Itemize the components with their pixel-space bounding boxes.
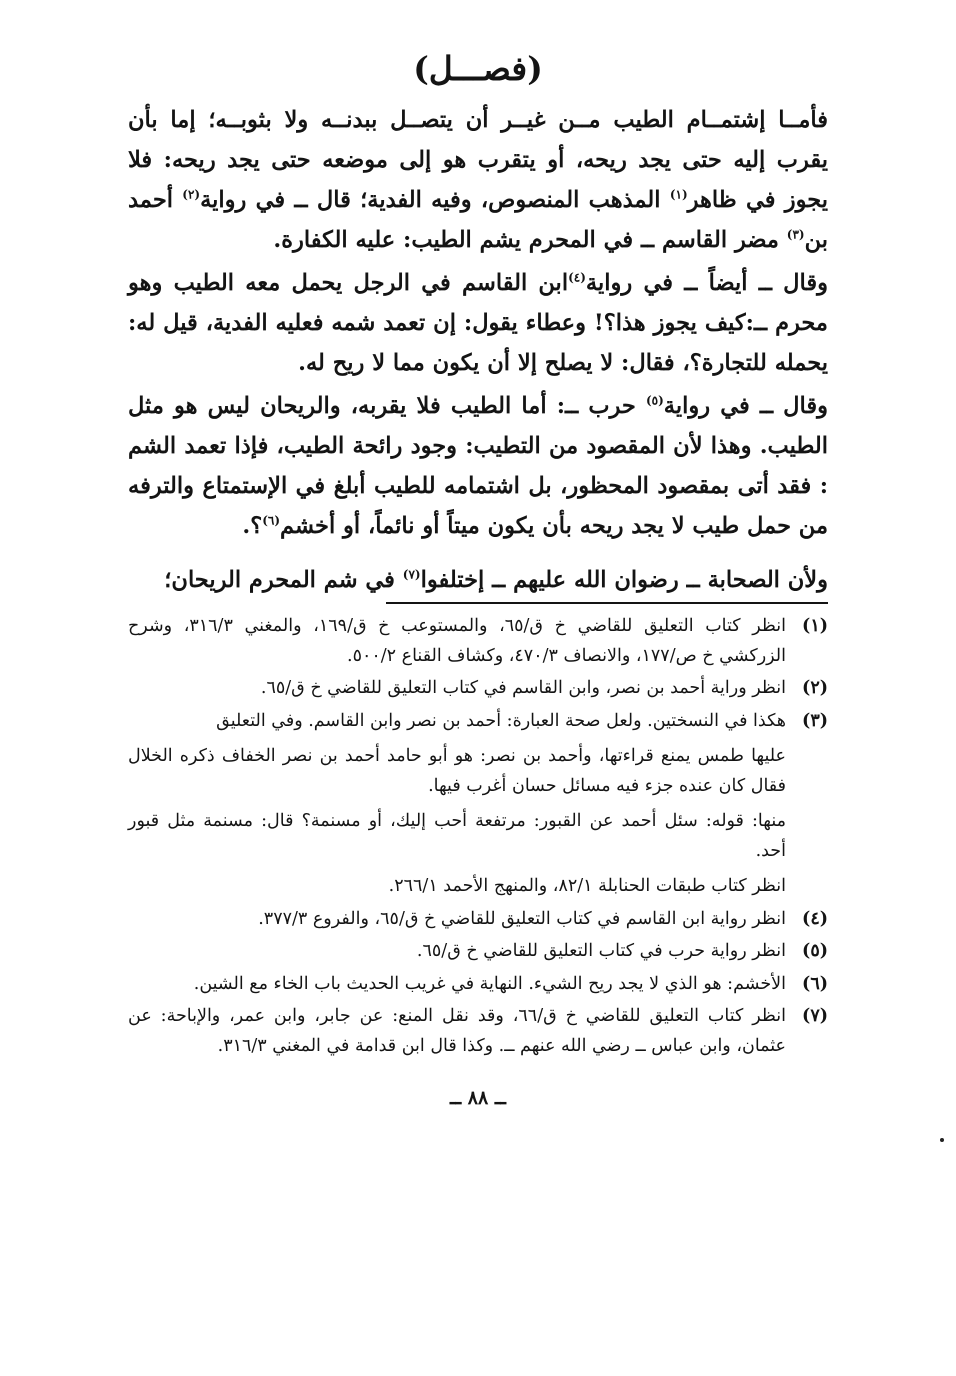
paragraph-text: ؟. [242, 513, 263, 539]
footnote-line: انظر كتاب التعليق للقاضي خ ق/٦٥، والمستوعب خ ق/١٦٩، والمغني ٣١٦/٣، وشرح الزركشي خ ص/١٧٧، والانصاف ٤٧٠/٣، وكشاف القناع ٥٠٠/٢. [128, 616, 786, 666]
footnote-3 [128, 707, 828, 902]
footnote-text [128, 970, 786, 1000]
footnote-text [128, 707, 786, 902]
paragraph-text: حرب ــ: أما الطيب فلا يقربه، والريحان ليس هو مثل الطيب. وهذا لأن المقصود من التطيب: وجود رائحة الطيب، فإذا تعمد الشم : فقد أتى بمقصود المحظور، بل اشتمامه للطيب أبلغ في الإستمتاع والترفه من حمل طيب لا يجد ريحه بأن يكون ميتاً أو نائماً، أو أخشم [128, 393, 828, 539]
footnote-line: هكذا في النسختين. ولعل صحة العبارة: أحمد بن نصر وابن القاسم. وفي التعليق [216, 710, 786, 731]
paragraph-text: في شم المحرم الريحان؛ [164, 567, 403, 593]
book-page [128, 44, 828, 1113]
footnote-number: (٤) [802, 908, 828, 929]
footnotes [128, 612, 828, 1061]
paragraph-text: المذهب المنصوص، وفيه الفدية؛ قال ــ في رواية [200, 187, 670, 213]
footnote-line: انظر وراية أحمد بن نصر، وابن القاسم في كتاب التعليق للقاضي خ ق/٦٥. [260, 678, 786, 698]
paragraph-text: وقال ــ في رواية [663, 393, 829, 419]
footnote-line: انظر رواية حرب في كتاب التعليق للقاضي خ ق/٦٥. [416, 941, 786, 961]
footnote-ref[interactable]: (٥) [645, 393, 664, 408]
footnote-divider [386, 602, 828, 604]
paragraph-text: وقال ــ أيضاً ــ في رواية [585, 270, 828, 296]
footnote-number: (٦) [802, 973, 828, 994]
paragraph-text: ولأن الصحابة ــ رضوان الله عليهم ــ إختلفوا [420, 567, 828, 593]
paragraph-text: مضر القاسم ــ في المحرم يشم الطيب: عليه الكفارة. [273, 227, 787, 253]
paragraph-4 [128, 560, 828, 600]
paragraph-text: فأمــا إشتمــام الطيب مــن غيــر أن يتصــل ببدنــه ولا بثوبــه؛ إما بأن يقرب إليه حتى يجد ريحه، أو يتقرب هو إلى موضعه حتى يجد ريحه: فلا يجوز في ظاهر [128, 107, 829, 213]
footnote-line: الأخشم: هو الذي لا يجد ريح الشيء. النهاية في غريب الحديث باب الخاء مع الشين. [193, 973, 786, 994]
footnote-line: انظر رواية ابن القاسم في كتاب التعليق للقاضي خ ق/٦٥، والفروع ٣٧٧/٣. [258, 908, 786, 929]
footnote-ref[interactable]: (٣) [786, 227, 805, 242]
footnote-line: انظر كتاب طبقات الحنابلة ٨٢/١، والمنهج الأحمد ٢٦٦/١. [388, 876, 786, 896]
footnote-number: (١) [802, 616, 828, 636]
footnote-7 [128, 1002, 828, 1061]
footnote-ref[interactable]: (٢) [182, 187, 201, 202]
footnote-2 [128, 674, 828, 704]
page-number: ــ ٨٨ ــ [450, 1087, 506, 1109]
footnote-line: منها: قوله: سئل أحمد عن القبور: مرتفعة أحب إليك، أو مسنمة؟ قال: مسنمة مثل قبور أحد. [128, 811, 786, 861]
footnote-1 [128, 612, 828, 671]
footnote-ref[interactable]: (٤) [568, 270, 586, 285]
footnote-5 [128, 937, 828, 967]
footnote-6 [128, 970, 828, 1000]
paragraph-3 [128, 386, 828, 546]
paragraph-text: ابن القاسم في الرجل يحمل معه الطيب وهو محرم ــ:كيف يجوز هذا؟! وعطاء يقول: إن تعمد شمه فعليه الفدية، قيل له: يحمله للتجارة؟، فقال: لا يصلح إلا أن يكون مما لا ريح له. [128, 270, 828, 376]
footnote-text [128, 937, 786, 967]
footnote-text [128, 905, 786, 935]
footnote-line: انظر كتاب التعليق للقاضي خ ق/٦٦، وقد نقل المنع: عن جابر، وابن عمر، والإباحة: عن عثمان، وابن عباس ــ رضي الله عنهم ــ. وكذا قال ابن قدامة في المغني ٣١٦/٣. [128, 1006, 786, 1056]
footnote-ref[interactable]: (١) [669, 187, 688, 202]
section-title: (فصـــل) [413, 49, 543, 88]
footnote-ref[interactable]: (٦) [262, 513, 281, 528]
footnote-text [128, 1002, 786, 1061]
footnote-line: عليها طمس يمنع قراءتها، وأحمد بن نصر: هو أبو حامد أحمد بن نصر الخفاف ذكره الخلال فقال كان عنده جزء فيه مسائل حسان أغرب فيها. [128, 746, 786, 796]
footnote-4 [128, 905, 828, 935]
footnote-ref[interactable]: (٧) [402, 567, 421, 582]
scan-speck-dot [940, 1138, 944, 1142]
paragraph-text: أحمد بن [128, 187, 828, 253]
footnote-text [128, 612, 786, 671]
footnote-number: (٢) [802, 678, 828, 698]
footnote-text [128, 674, 786, 704]
paragraph-2 [128, 263, 828, 383]
footnote-number: (٣) [802, 710, 828, 731]
footnote-number: (٧) [802, 1006, 828, 1026]
paragraph-1 [128, 100, 828, 260]
footnote-number: (٥) [802, 941, 828, 961]
